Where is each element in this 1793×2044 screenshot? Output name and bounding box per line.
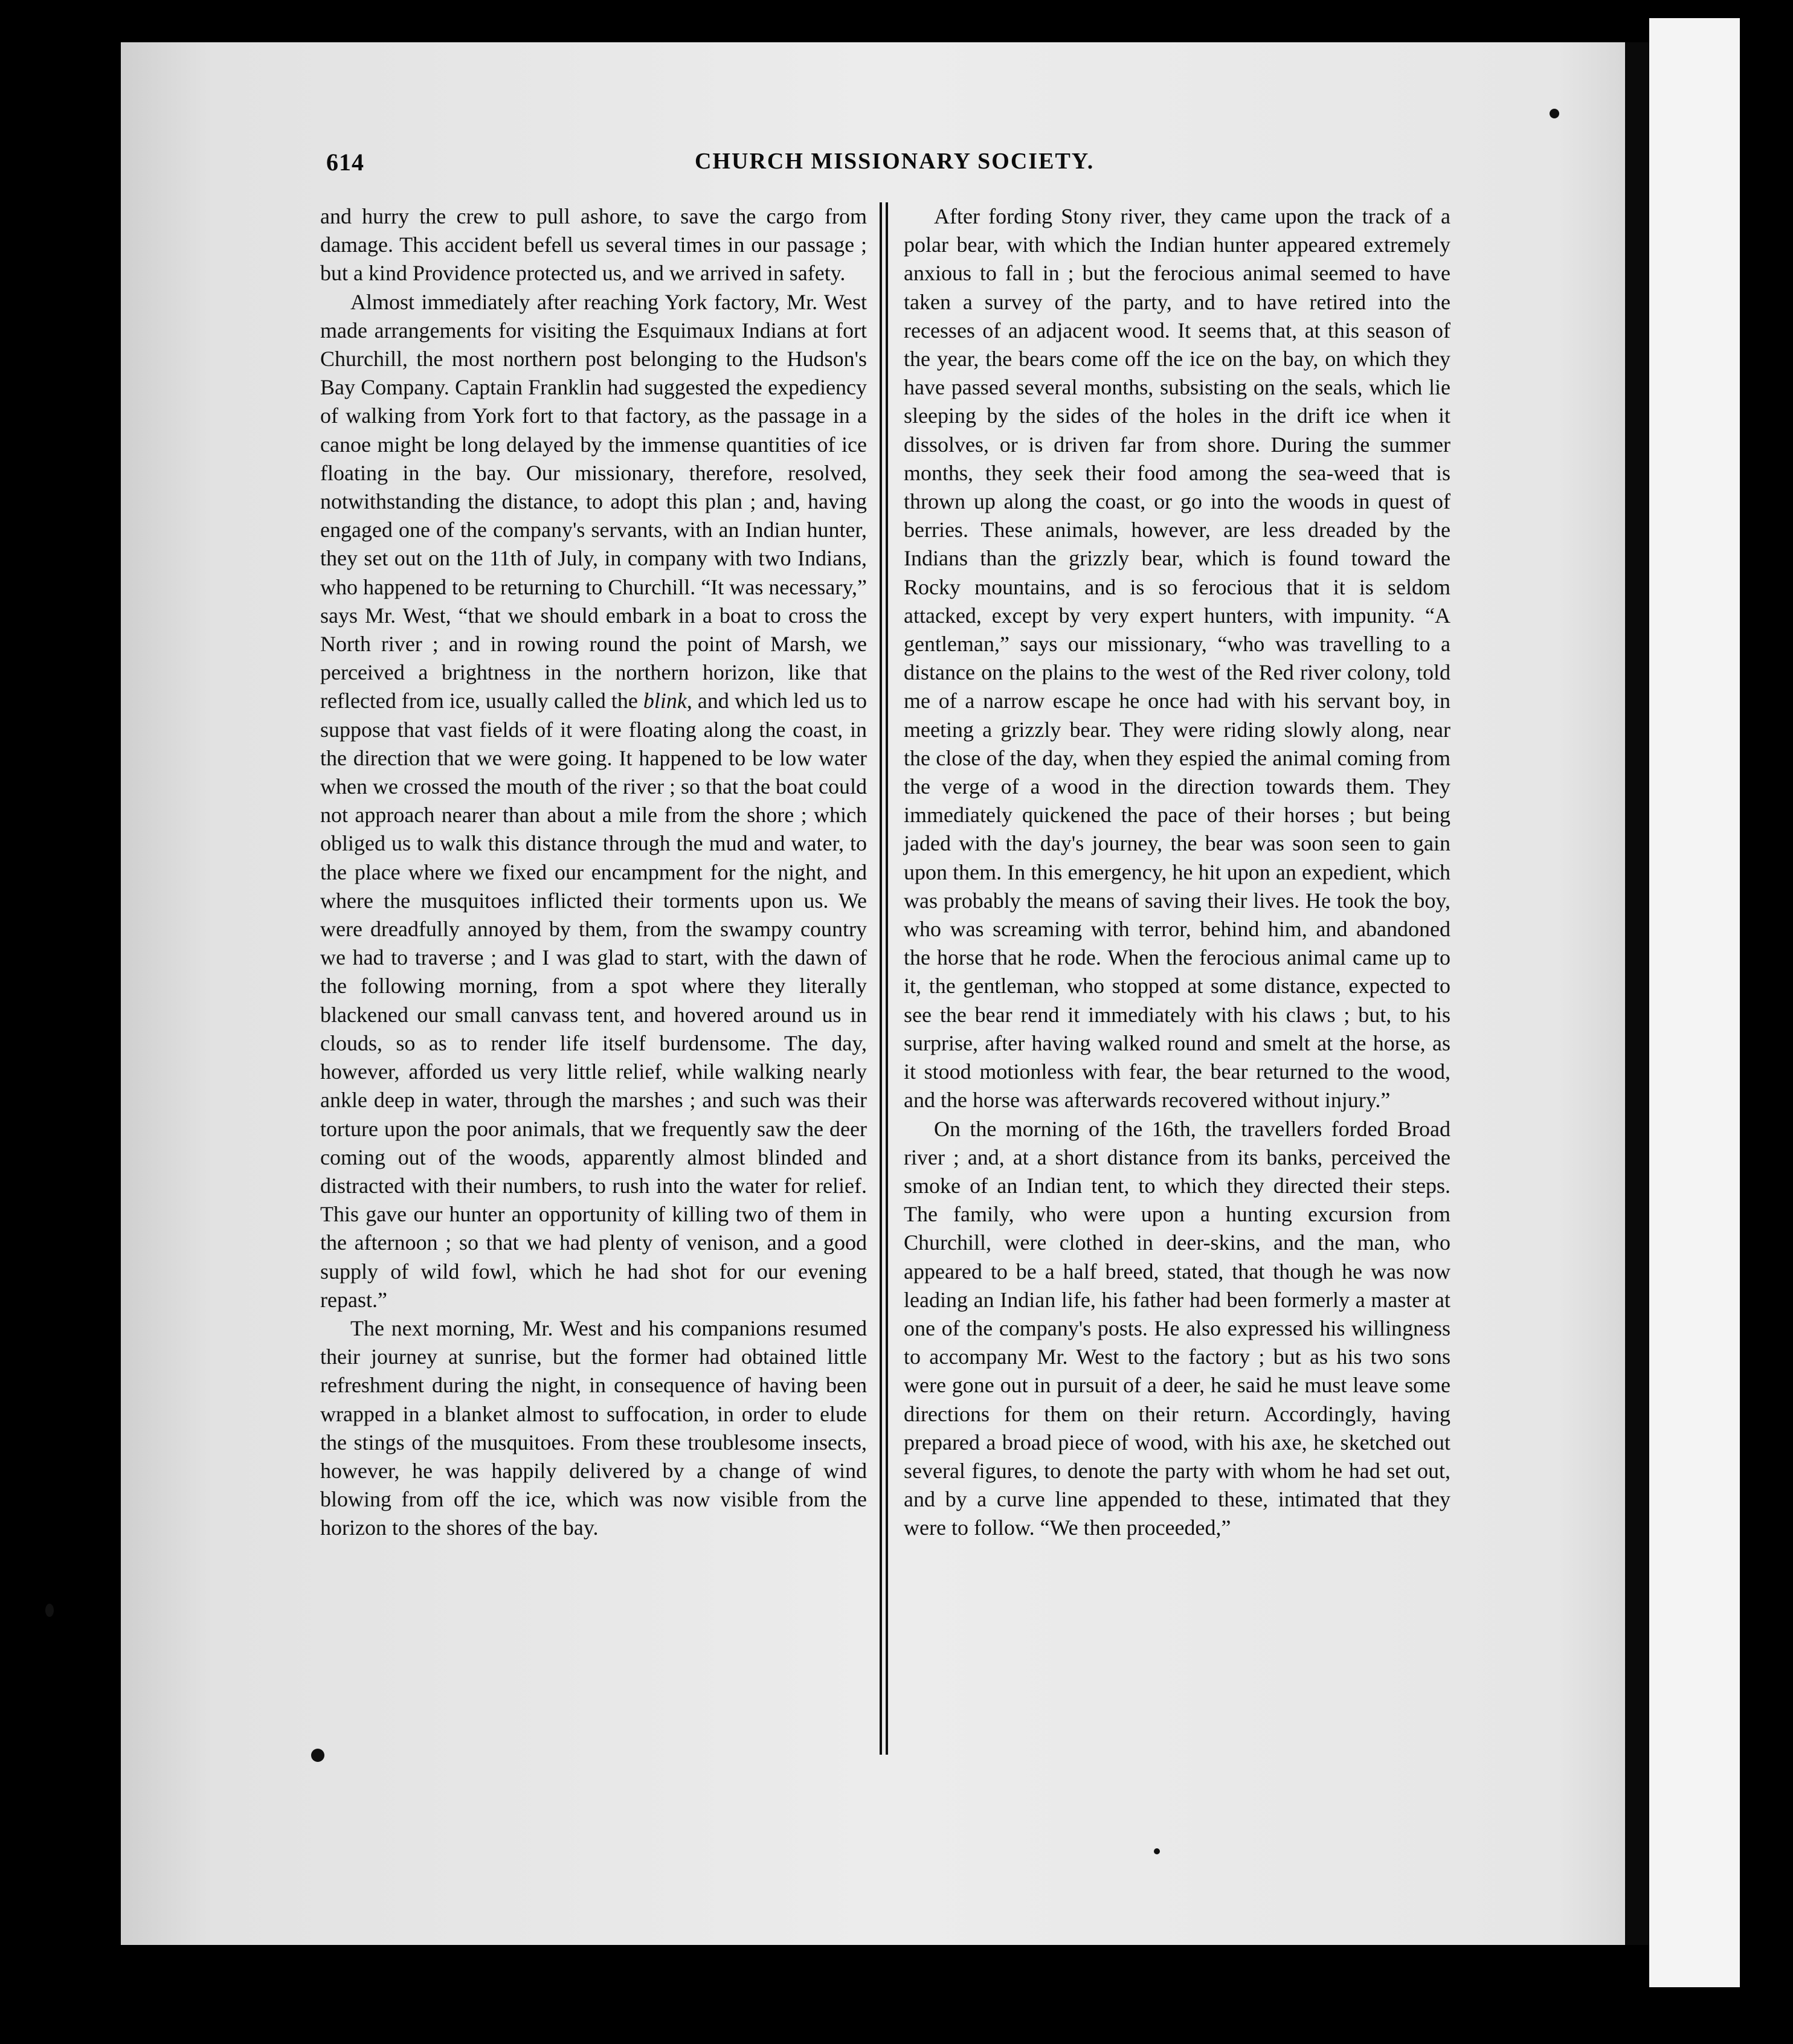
- column-rule: [880, 202, 882, 1755]
- paragraph: [320, 288, 867, 1314]
- paragraph: After fording Stony river, they came upon the track of a polar bear, with which the Indian hunter appeared extremely anxious to fall in ; but the ferocious animal seemed to have taken a survey of the party, and to have retired into the recesses of an adjacent wood. It seems that, at this season of the year, the bears come off the ice on the bay, on which they have passed several months, subsisting on the seals, which lie sleeping by the sides of the holes in the drift ice when it dissolves, or is driven far from shore. During the summer months, they seek their food among the sea-weed that is thrown up along the coast, or go into the woods in quest of berries. These animals, however, are less dreaded by the Indians than the grizzly bear, which is found toward the Rocky mountains, and is so ferocious that it is seldom attacked, except by very expert hunters, with impunity. “A gentleman,” says our missionary, “who was travelling to a distance on the plains to the west of the Red river colony, told me of a narrow escape he once had with his servant boy, in meeting a grizzly bear. They were riding slowly along, near the close of the day, when they espied the animal coming from the verge of a wood in the direction towards them. They immediately quickened the pace of their horses ; but being jaded with the day's journey, the bear was soon seen to gain upon them. In this emergency, he hit upon an expedient, which was probably the means of saving their lives. He took the boy, who was screaming with terror, behind him, and abandoned the horse that he rode. When the ferocious animal came up to it, the gentleman, who stopped at some distance, expected to see the bear rend it immediately with his claws ; but, to his surprise, after having walked round and smelt at the horse, as it stood motionless with fear, the bear returned to the wood, and the horse was afterwards recovered without injury.”: [904, 204, 1450, 1113]
- page-gutter-shadow: [1625, 42, 1649, 1945]
- paragraph-text: , and which led us to suppose that vast fields of it were floating along the coast, in the direction that we were going. It happened to be low water when we crossed the mouth of the river ; so that the boat could not approach nearer than about a mile from the shore ; which obliged us to walk this distance through the mud and water, to the place where we fixed our encampment for the night, and where the musquitoes inflicted their torments upon us. We were dreadfully annoyed by them, from the swampy country we had to traverse ; and I was glad to start, with the dawn of the following morning, from a spot where they literally blackened our small canvass tent, and hovered around us in clouds, so as to render life itself burdensome. The day, however, afforded us very little relief, while walking nearly ankle deep in water, through the marshes ; and such was their torture upon the poor animals, that we frequently saw the deer coming out of the woods, apparently almost blinded and distracted with their numbers, to rush into the water for relief. This gave our hunter an opportunity of killing two of them in the afternoon ; so that we had plenty of venison, and a good supply of wild fowl, which he had shot for our evening repast.”: [320, 689, 867, 1312]
- page-number: 614: [326, 149, 364, 176]
- italic-term: blink: [643, 689, 687, 713]
- scan-right-margin: [1740, 0, 1793, 2044]
- column-rule: [886, 202, 888, 1755]
- ink-speck: [311, 1749, 324, 1762]
- right-column: [904, 202, 1450, 1543]
- ink-speck: [45, 1604, 54, 1617]
- paragraph-text: Almost immediately after reaching York factory, Mr. West made arrangements for visiting the Esquimaux Indians at fort Churchill, the most northern post belonging to the Hudson's Bay Company. Captain Franklin had suggested the expediency of walking from York fort to that factory, as the passage in a canoe might be long delayed by the immense quantities of ice floating in the bay. Our missionary, therefore, resolved, notwithstanding the distance, to adopt this plan ; and, having engaged one of the company's servants, with an Indian hunter, they set out on the 11th of July, in company with two Indians, who happened to be returning to Churchill. “It was necessary,” says Mr. West, “that we should embark in a boat to cross the North river ; and in rowing round the point of Marsh, we perceived a brightness in the northern horizon, like that reflected from ice, usually called the: [320, 289, 867, 713]
- paragraph: The next morning, Mr. West and his companions resumed their journey at sunrise, but the former had obtained little refreshment during the night, in consequence of having been wrapped in a blanket almost to suffocation, in order to elude the stings of the musquitoes. From these troublesome insects, however, he was happily delivered by a change of wind blowing from off the ice, which was now visible from the horizon to the shores of the bay.: [320, 1316, 867, 1540]
- running-head: [326, 148, 1172, 190]
- ink-speck: [1154, 1848, 1160, 1854]
- running-title: CHURCH MISSIONARY SOCIETY.: [695, 149, 1095, 174]
- adjacent-page-edge: [1649, 18, 1740, 1987]
- ink-speck: [1550, 109, 1559, 118]
- left-column: [320, 202, 867, 1543]
- paragraph: On the morning of the 16th, the travellers forded Broad river ; and, at a short distance from its banks, perceived the smoke of an Indian tent, to which they directed their steps. The family, who were upon a hunting excursion from Churchill, were clothed in deer-skins, and the man, who appeared to be a half breed, stated, that though he was now leading an Indian life, his father had been formerly a master at one of the company's posts. He also expressed his willingness to accompany Mr. West to the factory ; but as his two sons were gone out in pursuit of a deer, he said he must leave some directions for them on their return. Accordingly, having prepared a broad piece of wood, with his axe, he sketched out several figures, to denote the party with whom he had set out, and by a curve line appended to these, intimated that they were to follow. “We then proceeded,”: [904, 1116, 1450, 1540]
- paragraph: and hurry the crew to pull ashore, to save the cargo from damage. This accident befell us several times in our passage ; but a kind Providence protected us, and we arrived in safety.: [320, 204, 867, 286]
